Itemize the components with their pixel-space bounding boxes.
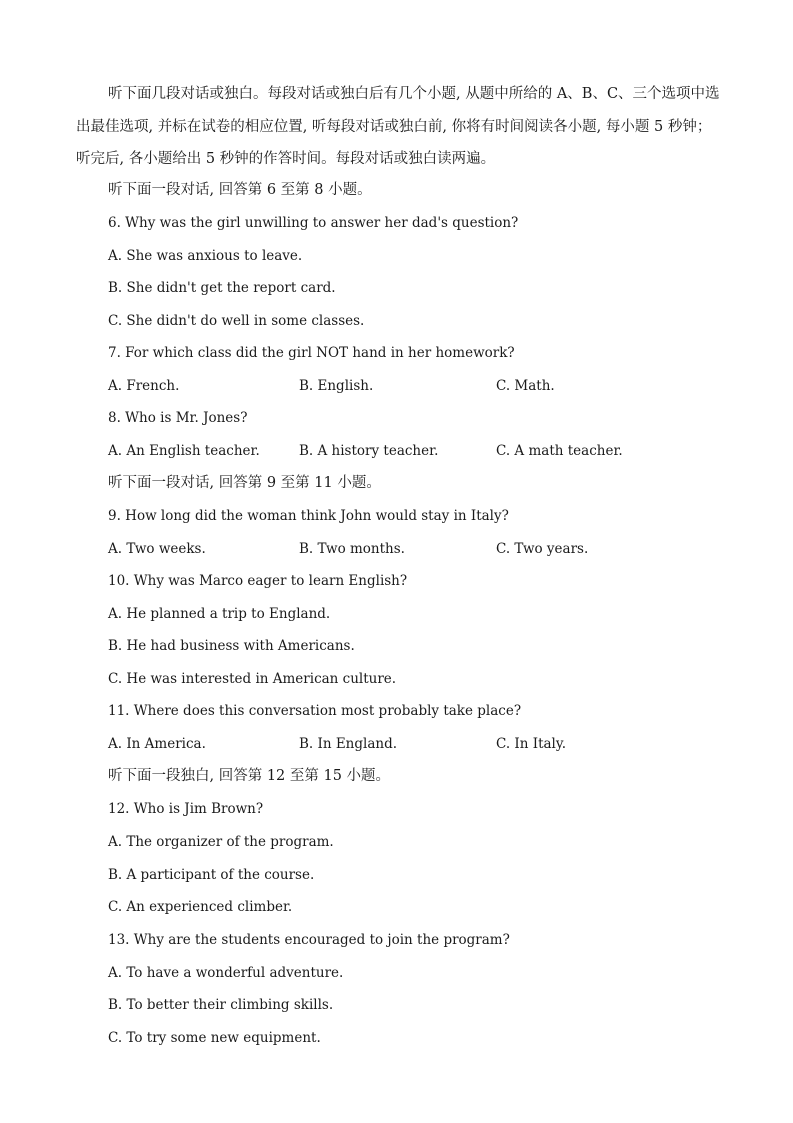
- question-7-option-b: B. English.: [299, 378, 374, 394]
- question-12: 12. Who is Jim Brown?: [108, 801, 264, 817]
- question-8-option-b: B. A history teacher.: [299, 443, 439, 459]
- question-8-option-c: C. A math teacher.: [496, 443, 623, 459]
- question-6-option-c: C. She didn't do well in some classes.: [108, 313, 365, 329]
- question-12-option-c: C. An experienced climber.: [108, 899, 293, 915]
- question-11-option-b: B. In England.: [299, 736, 398, 752]
- question-9-option-b: B. Two months.: [299, 541, 405, 557]
- question-10: 10. Why was Marco eager to learn English?: [108, 573, 408, 589]
- section-heading-2: 听下面一段对话, 回答第 9 至第 11 小题。: [108, 475, 381, 491]
- question-12-option-a: A. The organizer of the program.: [108, 834, 334, 850]
- section-heading-1: 听下面一段对话, 回答第 6 至第 8 小题。: [108, 182, 372, 198]
- question-13-option-b: B. To better their climbing skills.: [108, 997, 334, 1013]
- question-13-option-c: C. To try some new equipment.: [108, 1030, 321, 1046]
- question-10-option-b: B. He had business with Americans.: [108, 638, 355, 654]
- section-heading-3: 听下面一段独白, 回答第 12 至第 15 小题。: [108, 768, 391, 784]
- question-11: 11. Where does this conversation most probably take place?: [108, 703, 522, 719]
- question-6: 6. Why was the girl unwilling to answer her dad's question?: [108, 215, 519, 231]
- question-10-option-a: A. He planned a trip to England.: [108, 606, 331, 622]
- question-9-option-a: A. Two weeks.: [108, 541, 206, 557]
- question-12-option-b: B. A participant of the course.: [108, 867, 315, 883]
- question-6-option-a: A. She was anxious to leave.: [108, 248, 303, 264]
- instructions: [76, 78, 721, 176]
- question-11-option-a: A. In America.: [108, 736, 206, 752]
- question-7: 7. For which class did the girl NOT hand in her homework?: [108, 345, 515, 361]
- question-6-option-b: B. She didn't get the report card.: [108, 280, 336, 296]
- question-9-option-c: C. Two years.: [496, 541, 589, 557]
- question-10-option-c: C. He was interested in American culture.: [108, 671, 397, 687]
- question-11-option-c: C. In Italy.: [496, 736, 566, 752]
- question-13: 13. Why are the students encouraged to join the program?: [108, 932, 510, 948]
- question-9: 9. How long did the woman think John would stay in Italy?: [108, 508, 509, 524]
- question-7-option-c: C. Math.: [496, 378, 555, 394]
- question-8: 8. Who is Mr. Jones?: [108, 410, 248, 426]
- question-8-option-a: A. An English teacher.: [108, 443, 260, 459]
- question-7-option-a: A. French.: [108, 378, 180, 394]
- instructions-text: 听下面几段对话或独白。每段对话或独白后有几个小题, 从题中所给的 A、B、C、三个选项中选出最佳选项, 并标在试卷的相应位置, 听每段对话或独白前, 你将有时间阅读各小题, 每小题 5 秒钟；听完后, 各小题给出 5 秒钟的作答时间。每段对话或独白读两遍。: [76, 86, 720, 167]
- question-13-option-a: A. To have a wonderful adventure.: [108, 965, 344, 981]
